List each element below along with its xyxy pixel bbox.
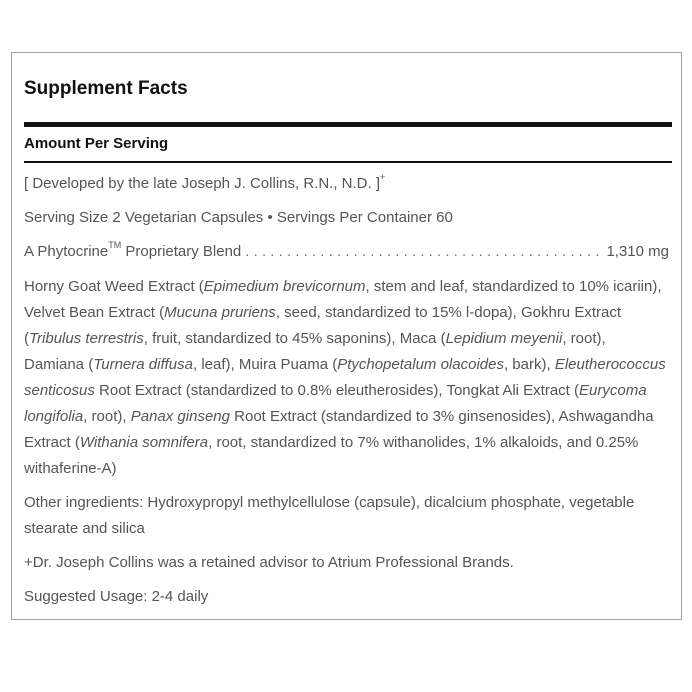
- developer-mark: +: [380, 172, 386, 182]
- ingredient-text: , seed, standardized to 15% l-dopa), Gokhru Extract (: [24, 304, 621, 347]
- blend-amount: 1,310 mg: [606, 243, 669, 260]
- species-name: Panax ginseng: [130, 408, 230, 425]
- other-ingredients: Other ingredients: Hydroxypropyl methylcellulose (capsule), dicalcium phosphate, vegetable stearate and silica: [24, 494, 635, 537]
- ingredient-text: , leaf), Muira Puama (: [192, 356, 338, 373]
- ingredient-text: , root), Damiana (: [24, 330, 606, 373]
- amount-per-serving-label: Amount Per Serving: [24, 135, 169, 152]
- blend-name-prefix: A Phytocrine: [24, 243, 109, 260]
- blend-row: [24, 239, 669, 265]
- species-name: Ptychopetalum olacoides: [337, 356, 504, 373]
- species-name: Eleutherococcus senticosus: [24, 356, 666, 399]
- species-name: Turnera diffusa: [93, 356, 193, 373]
- ingredient-text: , root),: [83, 408, 131, 425]
- trademark-mark: TM: [108, 240, 122, 250]
- blend-name: [24, 239, 241, 265]
- species-name: Eurycoma longifolia: [24, 382, 647, 425]
- ingredient-text: , root, standardized to 7% withanolides, 1% alkaloids, and 0.25% withaferine-A): [24, 434, 639, 477]
- ingredient-text: , bark),: [503, 356, 555, 373]
- ingredient-text: Horny Goat Weed Extract (: [24, 278, 204, 295]
- advisor-note: +Dr. Joseph Collins was a retained advisor to Atrium Professional Brands.: [24, 554, 514, 571]
- blend-name-suffix: Proprietary Blend: [121, 243, 242, 260]
- serving-info: Serving Size 2 Vegetarian Capsules • Servings Per Container 60: [24, 209, 453, 226]
- species-name: Epimedium brevicornum: [203, 278, 366, 295]
- developer-note: [24, 171, 669, 197]
- species-name: Withania somnifera: [79, 434, 209, 451]
- ingredients-list: [24, 274, 669, 482]
- ingredient-text: , stem and leaf, standardized to 10% icariin), Velvet Bean Extract (: [24, 278, 662, 321]
- species-name: Tribulus terrestris: [29, 330, 144, 347]
- developer-note-text: [ Developed by the late Joseph J. Collins, R.N., N.D. ]: [24, 175, 380, 192]
- thin-divider: [24, 161, 672, 163]
- species-name: Lepidium meyenii: [445, 330, 563, 347]
- ingredient-text: Root Extract (standardized to 0.8% eleutherosides), Tongkat Ali Extract (: [94, 382, 580, 399]
- thick-divider: [24, 122, 672, 127]
- panel-title: Supplement Facts: [24, 78, 188, 99]
- species-name: Mucuna pruriens: [164, 304, 276, 321]
- ingredient-text: Root Extract (standardized to 3% ginsenosides), Ashwagandha Extract (: [24, 408, 654, 451]
- suggested-usage: Suggested Usage: 2-4 daily: [24, 588, 209, 605]
- ingredient-text: , fruit, standardized to 45% saponins), Maca (: [143, 330, 446, 347]
- supplement-facts-panel: [11, 52, 682, 620]
- dot-leader: [245, 239, 602, 265]
